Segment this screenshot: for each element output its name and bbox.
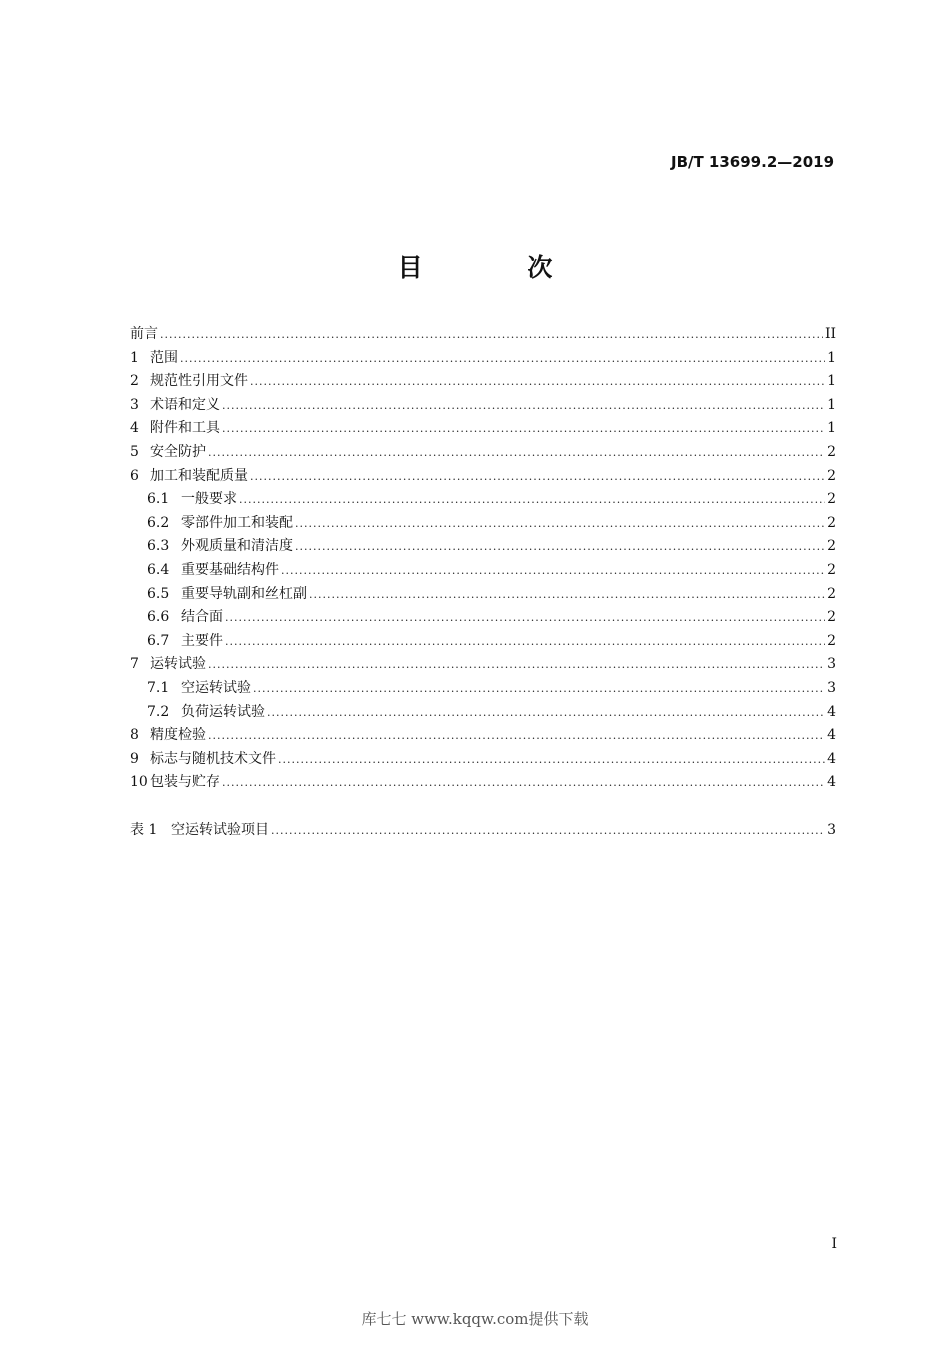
toc-entry-label: 主要件: [181, 632, 223, 649]
toc-entry: [130, 630, 836, 654]
toc-entry: [130, 394, 836, 418]
toc-entry-label: 标志与随机技术文件: [150, 750, 276, 767]
toc-entry-number: 6.5: [147, 585, 170, 602]
toc-entry: [130, 417, 836, 441]
dot-leader: [222, 771, 825, 795]
toc-entry-number: 6.3: [147, 538, 170, 555]
toc-entry: [130, 701, 836, 725]
toc-entry: [130, 748, 836, 772]
toc-entry-number: 表 1: [130, 821, 158, 838]
toc-entry: [130, 323, 836, 347]
dot-leader: [222, 394, 825, 418]
toc-entry-number: 1: [130, 349, 139, 366]
dot-leader: [225, 630, 825, 654]
dot-leader: [309, 583, 825, 607]
dot-leader: [208, 441, 825, 465]
toc-entry-page: 4: [827, 703, 836, 720]
toc-entry-number: 5: [130, 443, 139, 460]
toc-entry-label: 范围: [150, 349, 178, 366]
toc-entry: [130, 677, 836, 701]
toc-entry-number: 6.6: [147, 609, 170, 626]
toc-entry-label: 包装与贮存: [150, 774, 220, 791]
toc-entry-label: 附件和工具: [150, 420, 220, 437]
dot-leader: [295, 512, 825, 536]
download-footer: 库七七 www.kqqw.com提供下载: [361, 1310, 589, 1328]
toc-entry-number: 6.4: [147, 561, 170, 578]
toc-entry-label: 空运转试验项目: [171, 821, 269, 838]
dot-leader: [222, 417, 825, 441]
toc-entry-label: 结合面: [181, 609, 223, 626]
toc-entry-page: 2: [827, 443, 836, 460]
dot-leader: [281, 559, 825, 583]
toc-entry: [130, 559, 836, 583]
toc-entry-number: 8: [130, 727, 139, 744]
toc-entry-label: 空运转试验: [181, 679, 251, 696]
toc-entry-page: 1: [827, 396, 836, 413]
dot-leader: [208, 724, 825, 748]
toc-entry-label: 加工和装配质量: [150, 467, 248, 484]
page-number: I: [831, 1236, 837, 1252]
toc-entry-number: 4: [130, 420, 139, 437]
toc-entry-number: 7.1: [147, 679, 170, 696]
toc-entry-label: 精度检验: [150, 727, 206, 744]
toc-entry: [130, 347, 836, 371]
toc-entry-page: 2: [827, 585, 836, 602]
dot-leader: [253, 677, 825, 701]
dot-leader: [278, 748, 825, 772]
toc-entry-page: 3: [827, 821, 836, 838]
toc-entry-number: 6.2: [147, 514, 170, 531]
toc-entry: [130, 606, 836, 630]
dot-leader: [225, 606, 825, 630]
toc-entry: [130, 488, 836, 512]
dot-leader: [180, 347, 825, 371]
toc-entry-page: 2: [827, 538, 836, 555]
toc-entry-page: 2: [827, 514, 836, 531]
table-list-entry: [130, 819, 836, 843]
toc-entry-label: 负荷运转试验: [181, 703, 265, 720]
toc-entry-label: 重要基础结构件: [181, 561, 279, 578]
toc-entry-page: 2: [827, 491, 836, 508]
toc-entry-page: 4: [827, 727, 836, 744]
dot-leader: [160, 323, 823, 347]
toc-entry: [130, 441, 836, 465]
section-gap: [130, 795, 836, 819]
standard-code: JB/T 13699.2—2019: [670, 153, 834, 171]
toc-entry-page: 1: [827, 420, 836, 437]
dot-leader: [271, 819, 825, 843]
toc-entry-label: 安全防护: [150, 443, 206, 460]
toc-entry-number: 10: [130, 774, 148, 791]
toc-entry-page: 2: [827, 632, 836, 649]
toc-entry-page: 1: [827, 349, 836, 366]
dot-leader: [250, 370, 825, 394]
toc-entry-page: 3: [827, 679, 836, 696]
toc-entry-page: 2: [827, 609, 836, 626]
dot-leader: [267, 701, 825, 725]
toc-entry-label: 零部件加工和装配: [181, 514, 293, 531]
toc-entry-label: 外观质量和清洁度: [181, 538, 293, 555]
toc-entry-page: II: [824, 326, 836, 342]
toc-entry: [130, 724, 836, 748]
toc-entry-page: 4: [827, 774, 836, 791]
toc-entry-label: 规范性引用文件: [150, 373, 248, 390]
toc-entry-number: 6.7: [147, 632, 170, 649]
toc-entry-page: 2: [827, 467, 836, 484]
toc-entry-number: 6: [130, 467, 139, 484]
toc-entry: [130, 465, 836, 489]
toc-entry-label: 一般要求: [181, 491, 237, 508]
toc-entry: [130, 771, 836, 795]
toc-entry-number: 7: [130, 656, 139, 673]
dot-leader: [250, 465, 825, 489]
toc-entry-label: 术语和定义: [150, 396, 220, 413]
page-title: 目 次: [397, 253, 601, 282]
table-of-contents: [130, 323, 836, 842]
toc-entry-number: 3: [130, 396, 139, 413]
toc-entry-label: 重要导轨副和丝杠副: [181, 585, 307, 602]
dot-leader: [295, 535, 825, 559]
toc-entry: [130, 583, 836, 607]
toc-entry-page: 4: [827, 750, 836, 767]
toc-entry-number: 9: [130, 750, 139, 767]
toc-entry-number: 7.2: [147, 703, 170, 720]
toc-entry-page: 1: [827, 373, 836, 390]
toc-entry-number: 6.1: [147, 491, 170, 508]
toc-entry-label: 运转试验: [150, 656, 206, 673]
toc-entry-label: 前言: [130, 326, 158, 342]
toc-entry-number: 2: [130, 373, 139, 390]
toc-entry: [130, 512, 836, 536]
toc-entry: [130, 370, 836, 394]
toc-entry-page: 2: [827, 561, 836, 578]
toc-entry-page: 3: [827, 656, 836, 673]
toc-entry: [130, 535, 836, 559]
toc-entry: [130, 653, 836, 677]
dot-leader: [239, 488, 825, 512]
dot-leader: [208, 653, 825, 677]
